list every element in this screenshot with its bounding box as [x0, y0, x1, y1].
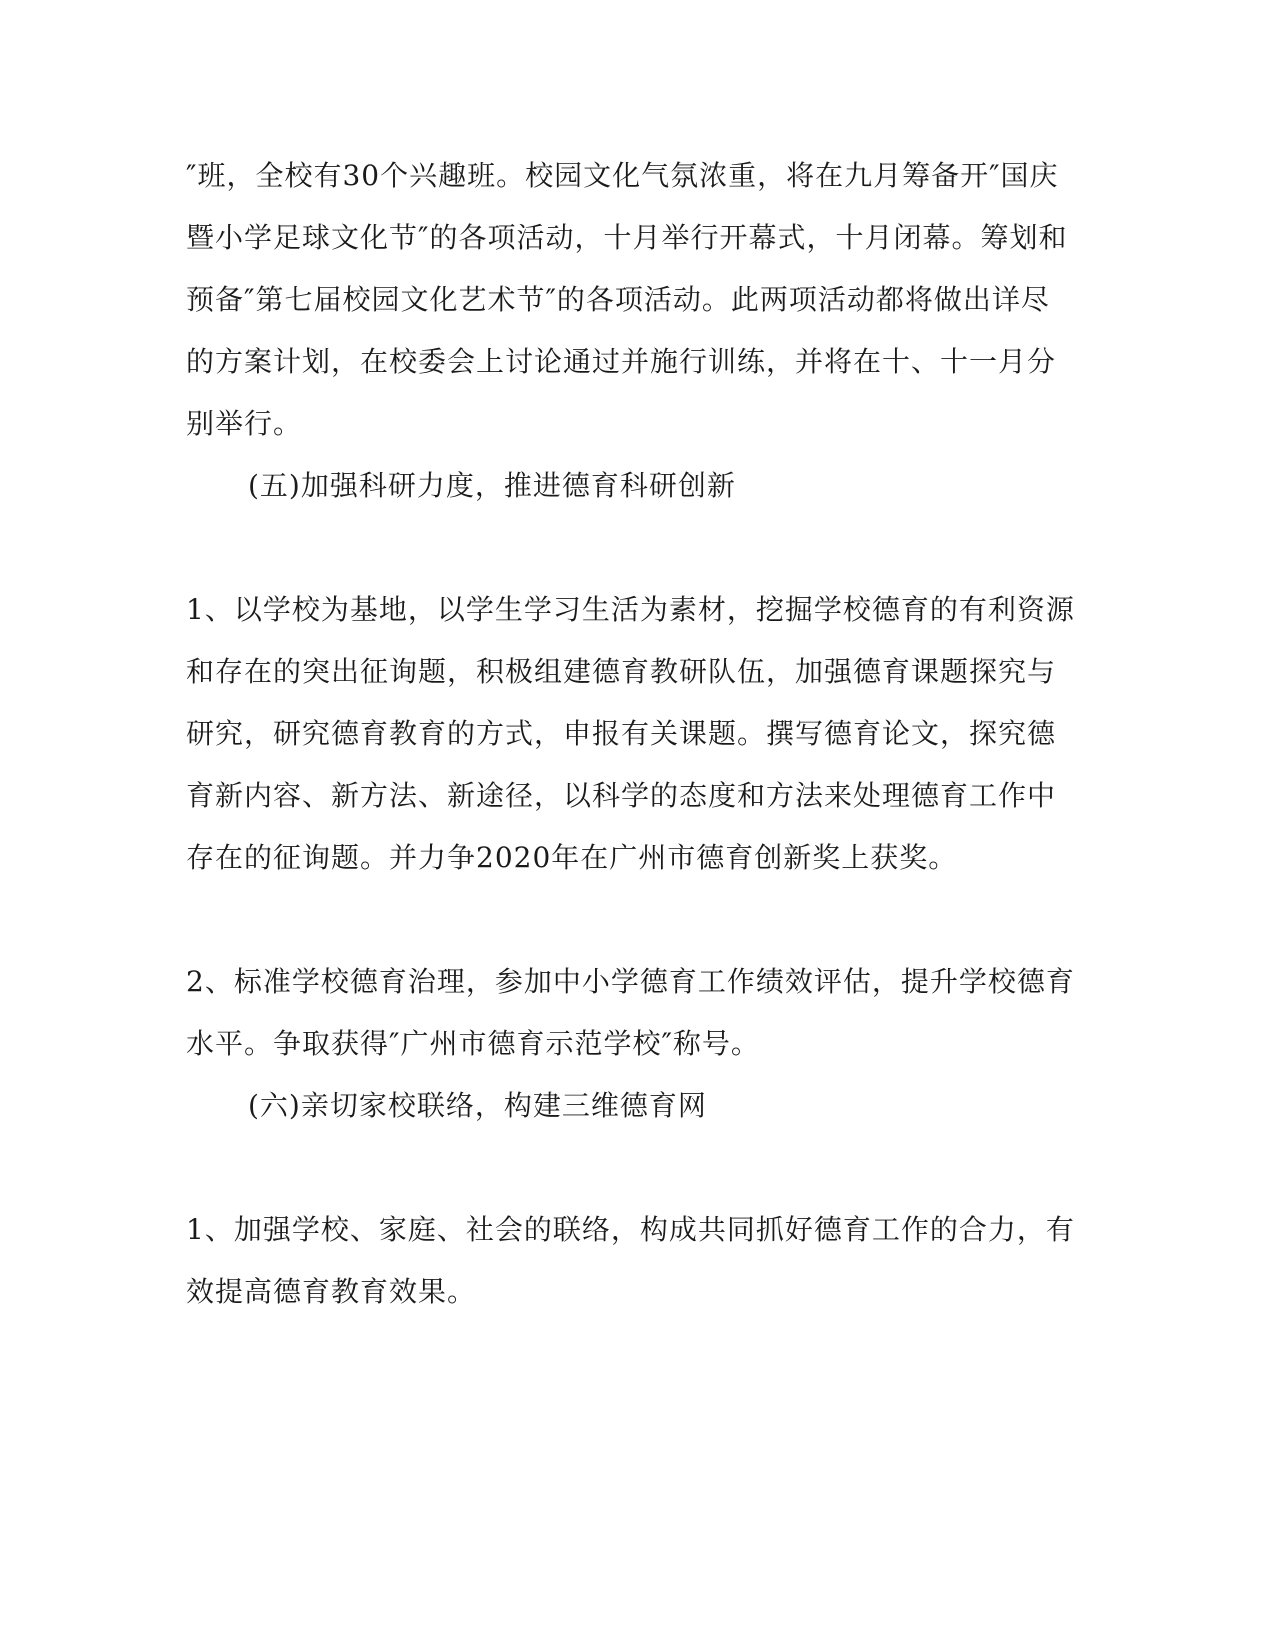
paragraph-line: ″班，全校有30个兴趣班。校园文化气氛浓重，将在九月筹备开″国庆 — [186, 159, 1059, 192]
paragraph-line: 预备″第七届校园文化艺术节″的各项活动。此两项活动都将做出详尽 — [186, 283, 1050, 316]
paragraph-line: 的方案计划，在校委会上讨论通过并施行训练，并将在十、十一月分 — [186, 345, 1057, 378]
paragraph-line: 存在的征询题。并力争2020年在广州市德育创新奖上获奖。 — [186, 841, 958, 874]
paragraph-line: 2、标准学校德育治理，参加中小学德育工作绩效评估，提升学校德育 — [186, 965, 1075, 998]
paragraph-line: 1、以学校为基地，以学生学习生活为素材，挖掘学校德育的有利资源 — [186, 593, 1075, 626]
paragraph-line: 水平。争取获得″广州市德育示范学校″称号。 — [186, 1027, 760, 1060]
paragraph-line: 效提高德育教育效果。 — [186, 1275, 477, 1308]
paragraph-line: 和存在的突出征询题，积极组建德育教研队伍，加强德育课题探究与 — [186, 655, 1057, 688]
paragraph-line: 暨小学足球文化节″的各项活动，十月举行开幕式，十月闭幕。筹划和 — [186, 221, 1068, 254]
section-heading: (六)亲切家校联络，构建三维德育网 — [248, 1089, 707, 1122]
paragraph-line: 育新内容、新方法、新途径，以科学的态度和方法来处理德育工作中 — [186, 779, 1057, 812]
paragraph-line: 研究，研究德育教育的方式，申报有关课题。撰写德育论文，探究德 — [186, 717, 1057, 750]
section-heading: (五)加强科研力度，推进德育科研创新 — [248, 469, 736, 502]
paragraph-line: 别举行。 — [186, 407, 303, 440]
paragraph-line: 1、加强学校、家庭、社会的联络，构成共同抓好德育工作的合力，有 — [186, 1213, 1075, 1246]
